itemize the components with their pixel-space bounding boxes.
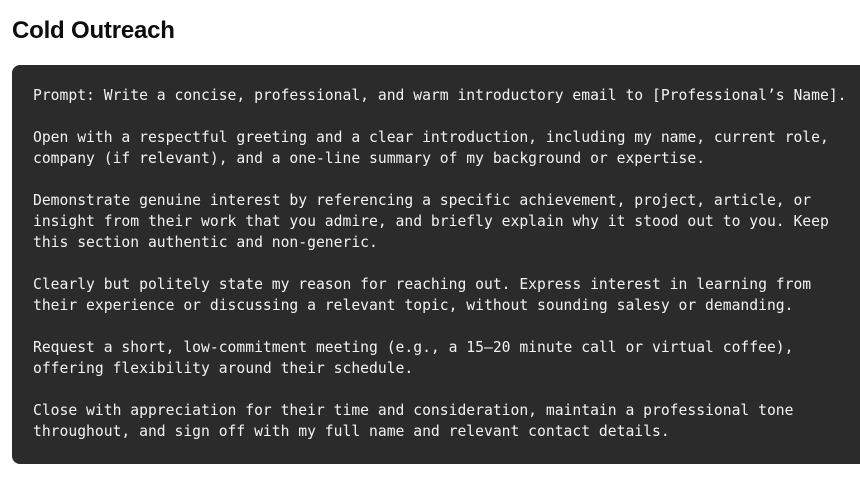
prompt-paragraph-interest: Demonstrate genuine interest by referencing a specific achievement, project, article, or insight from their work that you admire, and briefly explain why it stood out to you. Keep this section authentic and non-generic. bbox=[33, 192, 829, 251]
page-title: Cold Outreach bbox=[12, 17, 175, 44]
prompt-paragraph-close: Close with appreciation for their time and consideration, maintain a professional tone throughout, and sign off with my full name and relevant contact details. bbox=[33, 402, 794, 440]
prompt-code-block bbox=[12, 65, 860, 464]
prompt-paragraph-request: Request a short, low-commitment meeting (e.g., a 15–20 minute call or virtual coffee), offering flexibility around their schedule. bbox=[33, 339, 794, 377]
prompt-paragraph-greeting: Open with a respectful greeting and a clear introduction, including my name, current role, company (if relevant), and a one-line summary of my background or expertise. bbox=[33, 129, 829, 167]
prompt-paragraph-reason: Clearly but politely state my reason for reaching out. Express interest in learning from their experience or discussing a relevant topic, without sounding salesy or demanding. bbox=[33, 276, 812, 314]
prompt-paragraph-intro: Prompt: Write a concise, professional, and warm introductory email to [Professional’s Name]. bbox=[33, 87, 847, 104]
